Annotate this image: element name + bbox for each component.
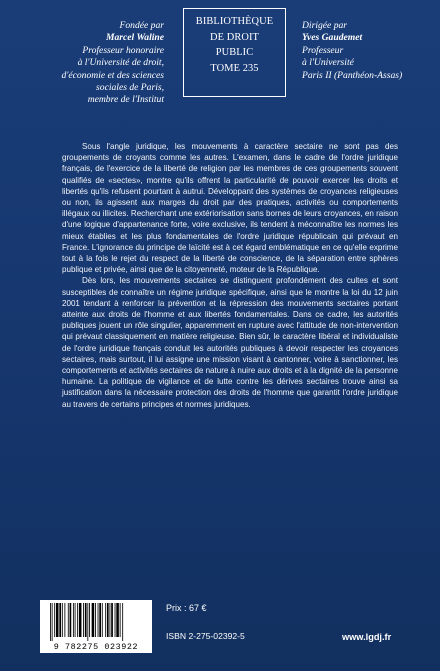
barcode-bar	[75, 603, 76, 637]
barcode-bar	[62, 603, 63, 637]
barcode-bar	[92, 603, 95, 637]
barcode-bar	[56, 603, 59, 637]
founder-credit	[34, 20, 164, 107]
barcode-bars	[50, 603, 148, 641]
director-credit	[302, 20, 432, 82]
barcode-bar	[120, 603, 121, 637]
series-line: DE DROIT	[210, 31, 259, 43]
barcode-bar	[98, 603, 99, 637]
founder-role: Fondée par	[119, 20, 164, 31]
series-line: PUBLIC	[215, 47, 254, 58]
founder-name: Marcel Waline	[105, 32, 164, 44]
founder-line: à l'Université de droit,	[77, 57, 164, 69]
barcode-bar	[79, 603, 82, 637]
blurb	[62, 141, 398, 410]
barcode-bar	[52, 603, 53, 641]
barcode-bar	[95, 603, 96, 637]
publisher-website: www.lgdj.fr	[342, 632, 392, 642]
director-name: Yves Gaudemet	[302, 32, 363, 44]
series-volume: TOME 235	[210, 62, 259, 74]
barcode-bar	[73, 603, 74, 637]
founder-line: membre de l'Institut	[87, 94, 164, 106]
barcode-bar	[70, 603, 72, 637]
director-line: Professeur	[302, 44, 344, 56]
barcode-digits: 9 782275 023922	[53, 642, 139, 652]
barcode-bar	[54, 603, 55, 637]
barcode-bar	[111, 603, 113, 637]
founder-line: Professeur honoraire	[82, 44, 164, 56]
barcode-bar	[64, 603, 65, 637]
barcode-bar	[85, 603, 87, 637]
barcode-bar	[115, 603, 116, 637]
blurb-paragraph: Dès lors, les mouvements sectaires se distinguent profondément des cultes et sont susceptibles de connaître un régime juridique spécifique, ainsi que le montre la loi du 12 juin 2001 tendant à renforcer la prévention et la répression des mouvements sectaires portant atteinte aux droits de l'homme et aux libertés fondamentales. Dans ce cadre, les autorités publiques jouent un rôle singulier, apparemment en rupture avec l'attitude de non-intervention qui prévaut classiquement en matière religieuse. Bien sûr, le caractère libéral et individualiste de l'ordre juridique français conduit les autorités publiques à devoir respecter les croyances sectaires, mais surtout, il lui assigne une mission visant à cantonner, voire à sanctionner, les comportements et activités sectaires de nature à nuire aux droits et à la dignité de la personne humaine. La politique de vigilance et de lutte contre les dérives sectaires trouve ainsi sa justification dans la nécessaire protection des droits de l'homme que garantit l'ordre juridique au travers de certains principes et normes juridiques.	[62, 276, 398, 409]
barcode-bar	[122, 603, 123, 641]
barcode-bar	[50, 603, 51, 641]
barcode-bar	[83, 603, 84, 637]
blurb-paragraph: Sous l'angle juridique, les mouvements à caractère sectaire ne sont pas des groupements de croyants comme les autres. L'examen, dans le cadre de l'ordre juridique français, de l'exercice de la liberté de religion par les membres de ces groupements souvent qualifiés de «sectes», montre qu'ils offrent la particularité de pouvoir exercer les droits et libertés qu'ils refusent pourtant à autrui. Développant des systèmes de croyances religieuses ou non, ils agissent aux marges du droit par des pratiques, activités ou comportements illégaux ou illicites. Recherchant une extériorisation sans bornes de leurs croyances, en raison d'une logique d'appartenance forte, voire exclusive, ils tendent à méconnaître les normes les mieux établies et les plus fondamentales de l'ordre juridique républicain qui prévaut en France. L'ignorance du principe de laïcité est à cet égard emblématique en ce qu'elle exprime tout à la fois le rejet du respect de la liberté de conscience, de la séparation entre sphères publique et privée, ainsi que de la citoyenneté, moteur de la République.	[62, 142, 398, 275]
barcode-bar	[89, 603, 90, 637]
barcode-bar	[87, 603, 88, 641]
barcode-bar	[59, 603, 61, 637]
barcode-bar	[99, 603, 101, 637]
founder-line: sociales de Paris,	[96, 82, 164, 94]
barcode-bar	[68, 603, 69, 637]
price: Prix : 67 €	[166, 603, 207, 613]
director-line: Paris II (Panthéon-Assas)	[302, 69, 403, 81]
barcode-bar	[77, 603, 78, 637]
series-box	[183, 8, 286, 97]
director-line: à l'Université	[302, 57, 354, 69]
isbn: ISBN 2-275-02392-5	[166, 631, 245, 641]
barcode-bar	[102, 603, 103, 637]
series-line: BIBLIOTHÈQUE	[195, 16, 274, 27]
barcode-bar	[110, 603, 111, 637]
barcode	[40, 600, 152, 653]
director-role: Dirigée par	[302, 20, 348, 31]
barcode-bar	[105, 603, 106, 637]
barcode-bar	[107, 603, 109, 637]
barcode-bar	[116, 603, 119, 637]
founder-line: d'économie et des sciences	[61, 69, 164, 81]
